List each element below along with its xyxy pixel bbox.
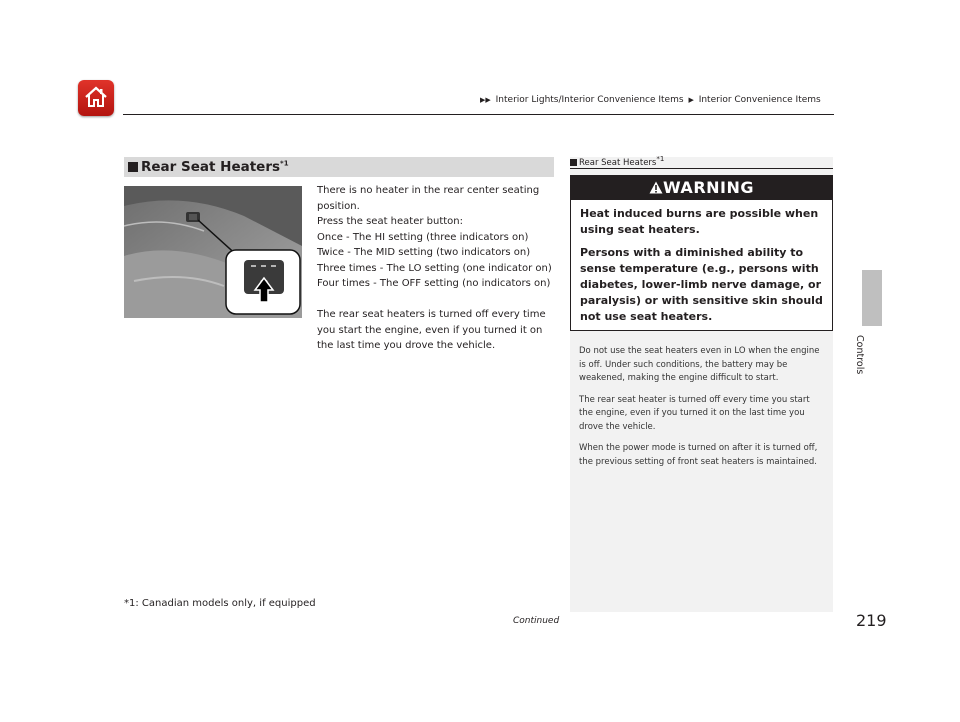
home-button[interactable] — [78, 80, 114, 116]
warning-paragraph: Heat induced burns are possible when using seat heaters. — [580, 207, 819, 236]
home-icon — [83, 84, 109, 110]
arrow-icon: ▶ — [688, 96, 694, 104]
arrow-icon: ▶▶ — [480, 96, 491, 104]
continued-label: Continued — [513, 616, 560, 626]
paragraph — [317, 292, 553, 308]
warning-text — [580, 206, 824, 332]
breadcrumb — [478, 95, 821, 105]
seat-heater-button-photo — [124, 186, 302, 318]
note: When the power mode is turned on after it is turned off, the previous setting of front seat heaters is maintained. — [579, 443, 818, 467]
square-bullet-icon — [570, 159, 577, 166]
paragraph: Press the seat heater button: — [317, 216, 464, 227]
breadcrumb-item[interactable]: Interior Lights/Interior Convenience Items — [495, 95, 684, 105]
sidebar-notes — [579, 345, 825, 477]
footnote: *1: Canadian models only, if equipped — [124, 598, 316, 609]
warning-paragraph: Persons with a diminished ability to sense temperature (e.g., persons with diabetes, lower-limb nerve damage, or paralysis) or with sensitive skin should not use seat heaters. — [580, 246, 823, 323]
paragraph: Four times - The OFF setting (no indicators on) — [317, 278, 551, 289]
body-text — [317, 183, 553, 354]
square-bullet-icon — [128, 162, 138, 172]
sidebar-heading: Rear Seat Heaters$^{*1}$ — [570, 158, 664, 168]
header-rule — [123, 114, 834, 115]
paragraph: The rear seat heaters is turned off every time you start the engine, even if you turned it on the last time you drove the vehicle. — [317, 309, 546, 351]
warning-box — [570, 175, 833, 331]
sidebar-rule — [570, 168, 833, 169]
paragraph: Twice - The MID setting (two indicators on) — [317, 247, 531, 258]
paragraph: Three times - The LO setting (one indicator on) — [317, 262, 552, 274]
page-number: 219 — [856, 611, 887, 630]
section-header — [124, 157, 554, 177]
paragraph: There is no heater in the rear center seating position. — [317, 185, 540, 212]
chapter-tab[interactable] — [862, 270, 882, 326]
section-title: Rear Seat Heaters$^{*1}$ — [141, 159, 289, 175]
warning-header: WARNING — [571, 176, 832, 200]
note: The rear seat heater is turned off every time you start the engine, even if you turned it on the last time you drove the vehicle. — [579, 394, 810, 432]
paragraph: Once - The HI setting (three indicators on) — [317, 231, 529, 243]
breadcrumb-item[interactable]: Interior Convenience Items — [698, 95, 821, 105]
chapter-tab-label: Controls — [854, 335, 865, 375]
warning-triangle-icon — [649, 181, 663, 194]
note: Do not use the seat heaters even in LO when the engine is off. Under such conditions, the battery may be weakened, making the engine difficult to start. — [579, 346, 820, 383]
